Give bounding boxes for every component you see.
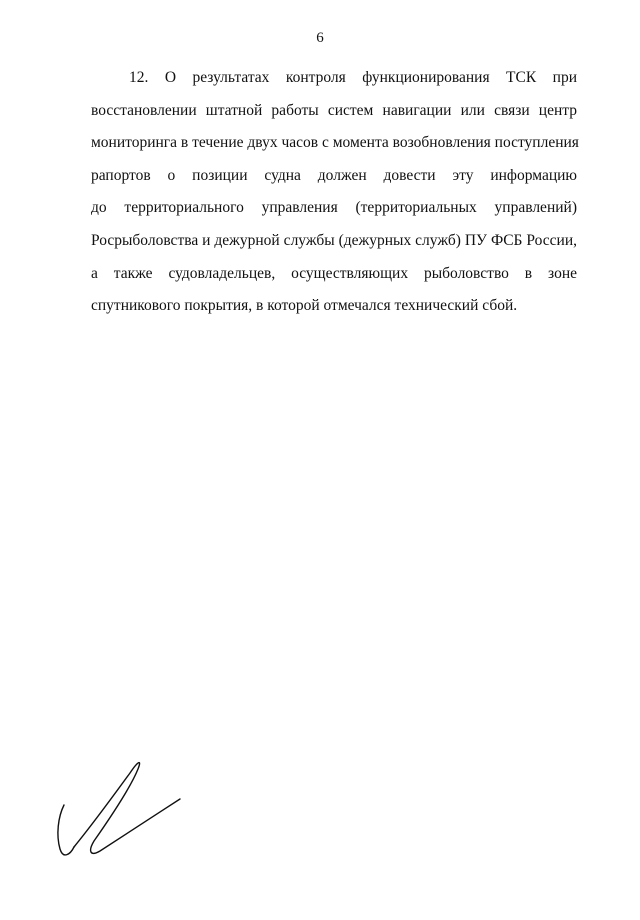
paragraph-line: мониторинга в течение двух часов с момента возобновления поступления — [91, 134, 579, 152]
signature-stroke — [58, 805, 74, 855]
signature-icon — [52, 755, 192, 865]
paragraph-line: рапортов о позиции судна должен довести эту информацию — [91, 166, 577, 184]
paragraph-line: Росрыболовства и дежурной службы (дежурных служб) ПУ ФСБ России, — [91, 231, 577, 249]
page-number: 6 — [316, 30, 324, 46]
signature-stroke — [74, 763, 180, 854]
paragraph-12 — [91, 68, 577, 329]
paragraph-line: 12. О результатах контроля функционирования ТСК при — [129, 69, 577, 86]
paragraph-line: до территориального управления (территориальных управлений) — [91, 199, 577, 217]
paragraph-line: спутникового покрытия, в которой отмечался технический сбой. — [91, 297, 518, 315]
paragraph-line: а также судовладельцев, осуществляющих рыболовство в зоне — [91, 264, 577, 282]
paragraph-line: восстановлении штатной работы систем навигации или связи центр — [91, 101, 577, 119]
